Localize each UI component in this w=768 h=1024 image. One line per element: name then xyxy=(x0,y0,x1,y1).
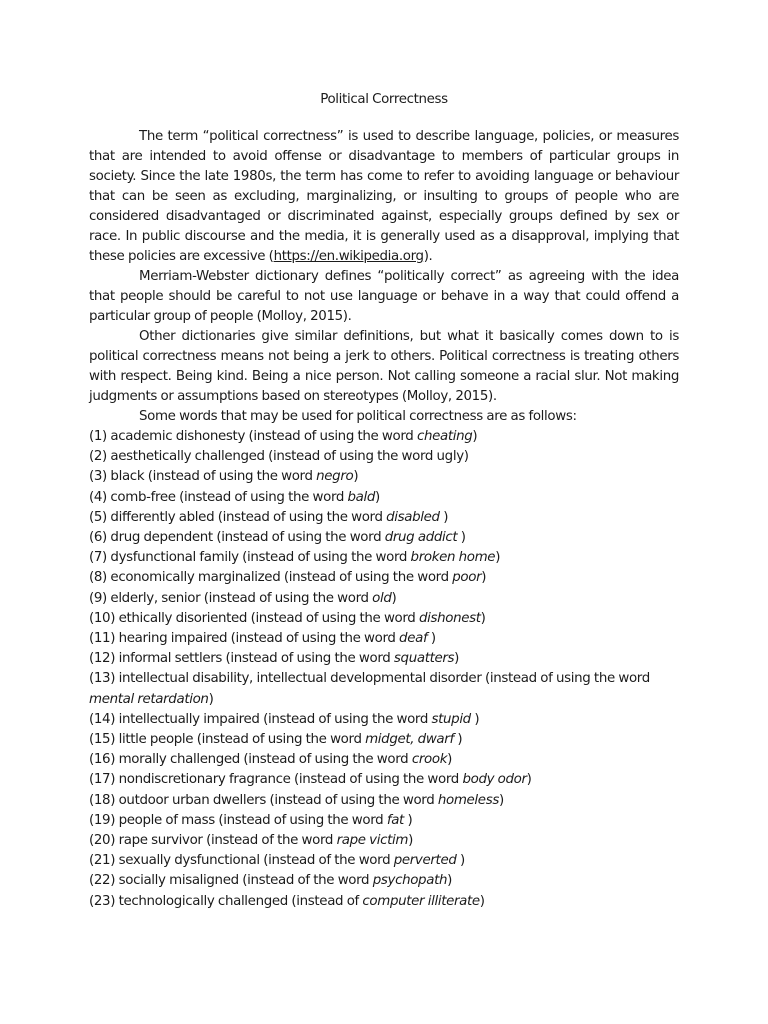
list-item-text: (16) morally challenged (instead of using the word xyxy=(89,752,412,768)
list-item xyxy=(89,649,679,669)
list-item-term: bald xyxy=(347,489,376,505)
list-item-close: ) xyxy=(495,550,501,566)
list-item xyxy=(89,488,679,508)
list-item-close: ) xyxy=(403,812,413,828)
list-item xyxy=(89,831,679,851)
list-item-close: ) xyxy=(439,509,449,525)
list-item-term: disabled xyxy=(386,509,440,525)
list-item-text: (6) drug dependent (instead of using the word xyxy=(89,530,385,546)
list-item-close: ) xyxy=(447,873,452,889)
list-item-term: squatters xyxy=(393,651,455,667)
list-item-term: perverted xyxy=(393,853,457,869)
list-item-close: ) xyxy=(375,489,380,505)
paragraph-list-intro: Some words that may be used for political correctness are as follows: xyxy=(139,409,577,424)
list-item xyxy=(89,750,679,770)
list-item-close: ) xyxy=(480,610,486,626)
list-item-close: ) xyxy=(453,732,463,748)
list-item xyxy=(89,609,679,629)
list-item-term: deaf xyxy=(399,631,428,647)
list-item-text: (19) people of mass (instead of using the word xyxy=(89,812,387,828)
list-item xyxy=(89,730,679,750)
list-item-term: crook xyxy=(411,752,448,768)
list-item-text: (4) comb-free (instead of using the word xyxy=(89,489,348,505)
list-item-close: ) xyxy=(408,833,413,849)
list-item-text: (18) outdoor urban dwellers (instead of using the word xyxy=(89,792,438,808)
list-item-text: (3) black (instead of using the word xyxy=(89,469,317,485)
list-item-term: stupid xyxy=(431,711,471,727)
list-item-close: ) xyxy=(498,792,504,808)
list-item-text: (10) ethically disoriented (instead of using the word xyxy=(89,610,419,626)
list-item-text: (2) aesthetically challenged (instead of using the word ugly) xyxy=(89,449,469,465)
list-item xyxy=(89,871,679,891)
list-item xyxy=(89,811,679,831)
paragraph-definition xyxy=(89,127,679,267)
list-item xyxy=(89,892,679,912)
list-item-close: ) xyxy=(427,631,436,647)
word-list xyxy=(89,427,679,912)
list-item-text: (1) academic dishonesty (instead of using the word xyxy=(89,429,417,444)
list-item-close: ) xyxy=(481,570,487,586)
list-item-text: (21) sexually dysfunctional (instead of the word xyxy=(89,853,394,869)
list-item-close: ) xyxy=(456,853,465,869)
list-item-term: dishonest xyxy=(418,610,481,626)
list-item xyxy=(89,467,679,487)
list-item-term: negro xyxy=(316,469,354,485)
list-item xyxy=(89,528,679,548)
list-item xyxy=(89,447,679,467)
list-item-text: (8) economically marginalized (instead of using the word xyxy=(89,570,453,586)
list-item-text: (20) rape survivor (instead of the word xyxy=(89,833,337,849)
list-item-close: ) xyxy=(454,651,460,667)
list-item-term: cheating xyxy=(416,429,473,444)
paragraph-other-dictionaries: Other dictionaries give similar definitions, but what it basically comes down to is political correctness means not being a jerk to others. Political correctness is treating others with respect. Being kind. Being a nice person. Not calling someone a racial slur. Not making judgments or assumptions based on stereotypes (Molloy, 2015). xyxy=(89,329,679,404)
list-item-term: drug addict xyxy=(384,530,458,546)
list-item-close: ) xyxy=(208,691,214,707)
list-item-term: old xyxy=(372,590,392,606)
list-item xyxy=(89,851,679,871)
list-item-term: broken home xyxy=(410,550,496,566)
list-item xyxy=(89,589,679,609)
list-item-text: (17) nondiscretionary fragrance (instead of using the word xyxy=(89,772,463,788)
list-item-text: (15) little people (instead of using the word xyxy=(89,732,366,748)
list-item xyxy=(89,508,679,528)
list-item-term: midget, dwarf xyxy=(365,732,454,748)
list-item-term: poor xyxy=(452,570,482,586)
list-item-text: (12) informal settlers (instead of using the word xyxy=(89,651,394,667)
list-item xyxy=(89,629,679,649)
paragraph-definition-tail: ). xyxy=(423,249,433,264)
list-item xyxy=(89,770,679,790)
list-item-term: psychopath xyxy=(372,873,448,889)
list-item xyxy=(89,427,679,447)
list-item-close: ) xyxy=(526,772,532,788)
paragraph-merriam-webster: Merriam-Webster dictionary defines “politically correct” as agreeing with the idea that people should be careful to not use language or behave in a way that could offend a particular group of people (Molloy, 2015). xyxy=(89,269,679,324)
list-item-text: (11) hearing impaired (instead of using the word xyxy=(89,631,400,647)
list-item-close: ) xyxy=(447,752,452,768)
wikipedia-link[interactable]: https://en.wikipedia.org xyxy=(273,249,424,264)
paragraph-definition-text: The term “political correctness” is used to describe language, policies, or measures that are intended to avoid offense or disadvantage to members of particular groups in society. Since the late 1980s, the term has come to refer to avoiding language or behaviour that can be seen as excluding, marginalizing, or insulting to groups of people who are considered disadvantaged or discriminated against, especially groups defined by sex or race. In public discourse and the media, it is generally used as a disapproval, implying that these policies are excessive ( xyxy=(89,129,679,264)
list-item xyxy=(89,568,679,588)
list-item xyxy=(89,791,679,811)
list-item-close: ) xyxy=(353,469,359,485)
list-item-text: (5) differently abled (instead of using the word xyxy=(89,509,387,525)
list-item-close: ) xyxy=(457,530,466,546)
list-item-term: computer illiterate xyxy=(362,893,480,909)
list-item-term: body odor xyxy=(462,772,527,788)
list-item-text: (14) intellectually impaired (instead of using the word xyxy=(89,711,432,727)
list-item xyxy=(89,548,679,568)
list-item-text: (23) technologically challenged (instead of xyxy=(89,893,363,909)
list-item-term: mental retardation xyxy=(89,691,209,707)
list-item xyxy=(89,669,679,709)
list-item xyxy=(89,710,679,730)
list-item-text: (13) intellectual disability, intellectual developmental disorder (instead of using the word xyxy=(89,671,650,687)
list-item-close: ) xyxy=(470,711,480,727)
list-item-term: fat xyxy=(386,812,404,828)
list-item-text: (9) elderly, senior (instead of using the word xyxy=(89,590,373,606)
list-item-close: ) xyxy=(479,893,485,909)
list-item-term: homeless xyxy=(437,792,499,808)
list-item-text: (7) dysfunctional family (instead of using the word xyxy=(89,550,411,566)
list-item-close: ) xyxy=(472,429,478,444)
document-title: Political Correctness xyxy=(320,92,448,107)
list-item-term: rape victim xyxy=(336,833,409,849)
list-item-text: (22) socially misaligned (instead of the word xyxy=(89,873,373,889)
list-item-close: ) xyxy=(391,590,397,606)
